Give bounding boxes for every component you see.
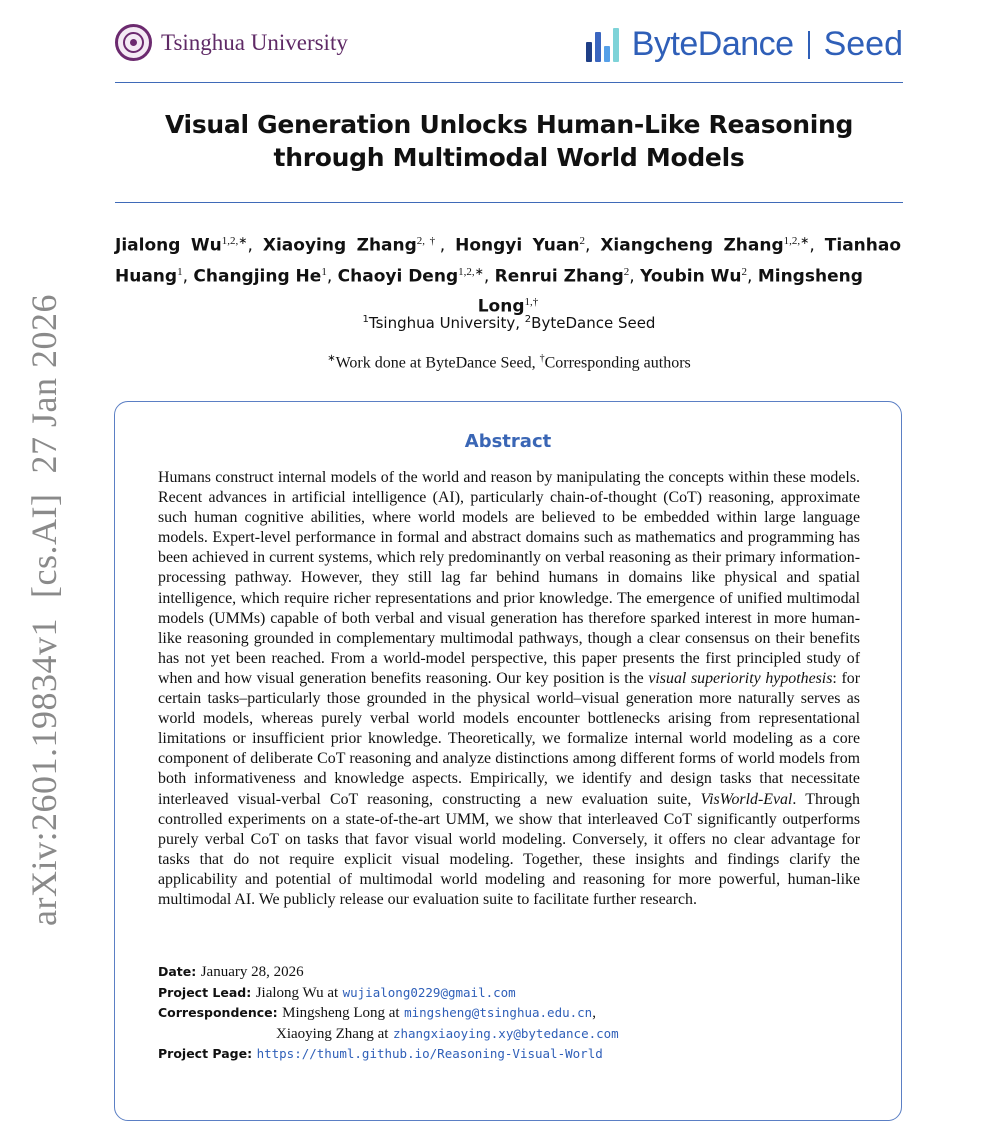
author-name: Xiangcheng Zhang: [600, 235, 784, 256]
arxiv-date: 27 Jan 2026: [24, 294, 64, 474]
author-sup: 1,2,∗: [783, 235, 810, 247]
arxiv-category: [cs.AI]: [24, 493, 64, 598]
author-sup: 1: [177, 265, 183, 278]
date-value: January 28, 2026: [200, 964, 304, 980]
page-label: Project Page:: [158, 1046, 253, 1061]
author-name-first: Tianhao: [824, 235, 902, 256]
author-name: Xiaoying Zhang: [262, 235, 417, 256]
header: [115, 22, 903, 67]
author-name-last: Huang: [115, 266, 178, 287]
project-page-link[interactable]: https://thuml.github.io/Reasoning-Visual-World: [256, 1046, 603, 1061]
author-name: Hongyi Yuan: [455, 235, 580, 256]
lead-name: Jialong Wu at: [255, 984, 339, 1001]
arxiv-id: arXiv:2601.19834v1: [24, 617, 64, 926]
author-sup: 1,†: [524, 296, 539, 309]
title-line-2: through Multimodal World Models: [273, 143, 745, 172]
corr-label: Correspondence:: [158, 1005, 278, 1020]
arxiv-stamp: [23, 274, 65, 926]
author-name: Chaoyi Deng: [337, 266, 459, 287]
meta-corr-row-2: [158, 1024, 860, 1045]
author-name: Renrui Zhang: [494, 266, 624, 287]
author-name-first: Mingsheng: [757, 266, 863, 287]
bytedance-name: ByteDance: [631, 25, 794, 63]
note-text: Work done at ByteDance Seed,: [335, 354, 536, 372]
lead-label: Project Lead:: [158, 984, 252, 1000]
author-sup: 2,†: [416, 235, 440, 247]
bytedance-bars-icon: [586, 28, 622, 62]
tsinghua-seal-icon: [115, 24, 152, 61]
author-sup: 2: [623, 265, 630, 278]
tsinghua-name: Tsinghua University: [161, 29, 348, 55]
lead-email-link[interactable]: wujialong0229@gmail.com: [342, 984, 516, 1000]
abstract-heading: Abstract: [464, 431, 552, 452]
title-rule: [115, 202, 903, 203]
meta-page-row: [158, 1044, 860, 1065]
corr-email-1-link[interactable]: mingsheng@tsinghua.edu.cn: [404, 1005, 593, 1020]
corr-name-1: Mingsheng Long at: [282, 1005, 400, 1021]
affil-name: ByteDance Seed: [531, 314, 656, 332]
abstract-text-c: . Through controlled experiments on a state-of-the-art UMM, we show that interleaved CoT significantly outperforms purely verbal CoT on tasks that favor visual world modeling. Conversely, it offers no clear advantage for tasks that do not require explicit visual modeling. Together, these insights and findings clarify the applicability and potential of multimodal world modeling and reasoning for more powerful, human-like multimodal AI. We publicly release our evaluation suite to facilitate further research.: [158, 790, 860, 908]
author-name: Changjing He: [193, 266, 322, 287]
meta-date-row: [158, 962, 860, 983]
author-name-last: Long: [477, 296, 525, 317]
author-list: Jialong $Wu^{1,2,∗}$, Xiaoying Zhang$^{2,\dagger}$, Hongyi Yuan$^2$, Xiangcheng Zhang$^{1,2,∗}$, Tianhao Huang$^1$, Changjing He$^1$, Chaoyi Deng$^{1,2,∗}$, Renrui Zhang$^2$, Youbin Wu$^2$, Mingsheng Long$^{1,\dagger}$: [115, 235, 902, 317]
title-line-1: Visual Generation Unlocks Human-Like Reasoning: [164, 110, 854, 139]
abstract-emph-hypothesis: visual superiority hypothesis: [648, 669, 833, 687]
affil-sup: 2: [524, 314, 532, 325]
bytedance-seed-logo: [586, 22, 903, 67]
note-mark: ∗: [327, 353, 336, 364]
meta-corr-row: [158, 1003, 860, 1024]
date-label: Date:: [158, 964, 197, 979]
affiliations: [115, 314, 903, 332]
affil-name: Tsinghua University,: [368, 314, 521, 332]
abstract-text: [158, 468, 860, 910]
author-sup: 1,2,∗: [458, 265, 484, 278]
paper-meta: [158, 962, 860, 1065]
abstract-box: [114, 401, 902, 1121]
abstract-text-b: : for certain tasks–particularly those grounded in the physical world–visual generation more naturally serves as world models, whereas purely verbal world models encounter bottlenecks arising from representational limitations or insufficient prior knowledge. Theoretically, we formalize internal world modeling as a core component of deliberate CoT reasoning and analyze distinctions among different forms of world models from both informativeness and knowledge aspects. Empirically, we identify and design tasks that necessitate interleaved visual-verbal CoT reasoning, constructing a new evaluation suite,: [158, 669, 860, 808]
author-sup: 1: [321, 265, 327, 278]
corr-name-2: Xiaoying Zhang at: [276, 1025, 389, 1042]
author-name: Youbin Wu: [640, 266, 742, 287]
note-text: Corresponding authors: [544, 354, 691, 372]
corr-email-2-link[interactable]: zhangxiaoying.xy@bytedance.com: [392, 1025, 619, 1041]
author-sup: 2: [741, 265, 748, 278]
corr-comma: ,: [592, 1005, 596, 1021]
author-sup: 1,2,∗: [221, 235, 248, 247]
affil-sup: 1: [362, 314, 369, 325]
note-mark: †: [539, 353, 545, 364]
abstract-emph-visworld: VisWorld-Eval: [700, 790, 793, 808]
abstract-text-a: Humans construct internal models of the world and reason by manipulating the concepts within these models. Recent advances in artificial intelligence (AI), particularly chain-of-thought (CoT) reasoning, approximate such human cognitive abilities, where world models are believed to be embedded within large language models. Expert-level performance in formal and abstract domains such as mathematics and programming has been achieved in current systems, which rely predominantly on verbal reasoning as their primary information-processing pathway. However, they still lag far behind humans in domains like physical and spatial intelligence, which require richer representations and prior knowledge. The emergence of unified multimodal models (UMMs) capable of both verbal and visual generation has therefore sparked interest in more human-like reasoning grounded in complementary multimodal pathways, though a clear consensus on their benefits has not yet been reached. From a world-model perspective, this paper presents the first principled study of when and how visual generation benefits reasoning. Our key position is the: [158, 469, 860, 687]
author-notes: [115, 353, 903, 372]
meta-lead-row: [158, 983, 860, 1004]
tsinghua-logo: [115, 24, 348, 61]
header-rule: [115, 82, 903, 83]
author-sup: 2: [579, 235, 585, 247]
logo-separator: [808, 31, 810, 59]
author-name: Jialong Wu: [115, 235, 222, 256]
seed-name: Seed: [823, 25, 903, 63]
paper-title: [115, 108, 903, 174]
